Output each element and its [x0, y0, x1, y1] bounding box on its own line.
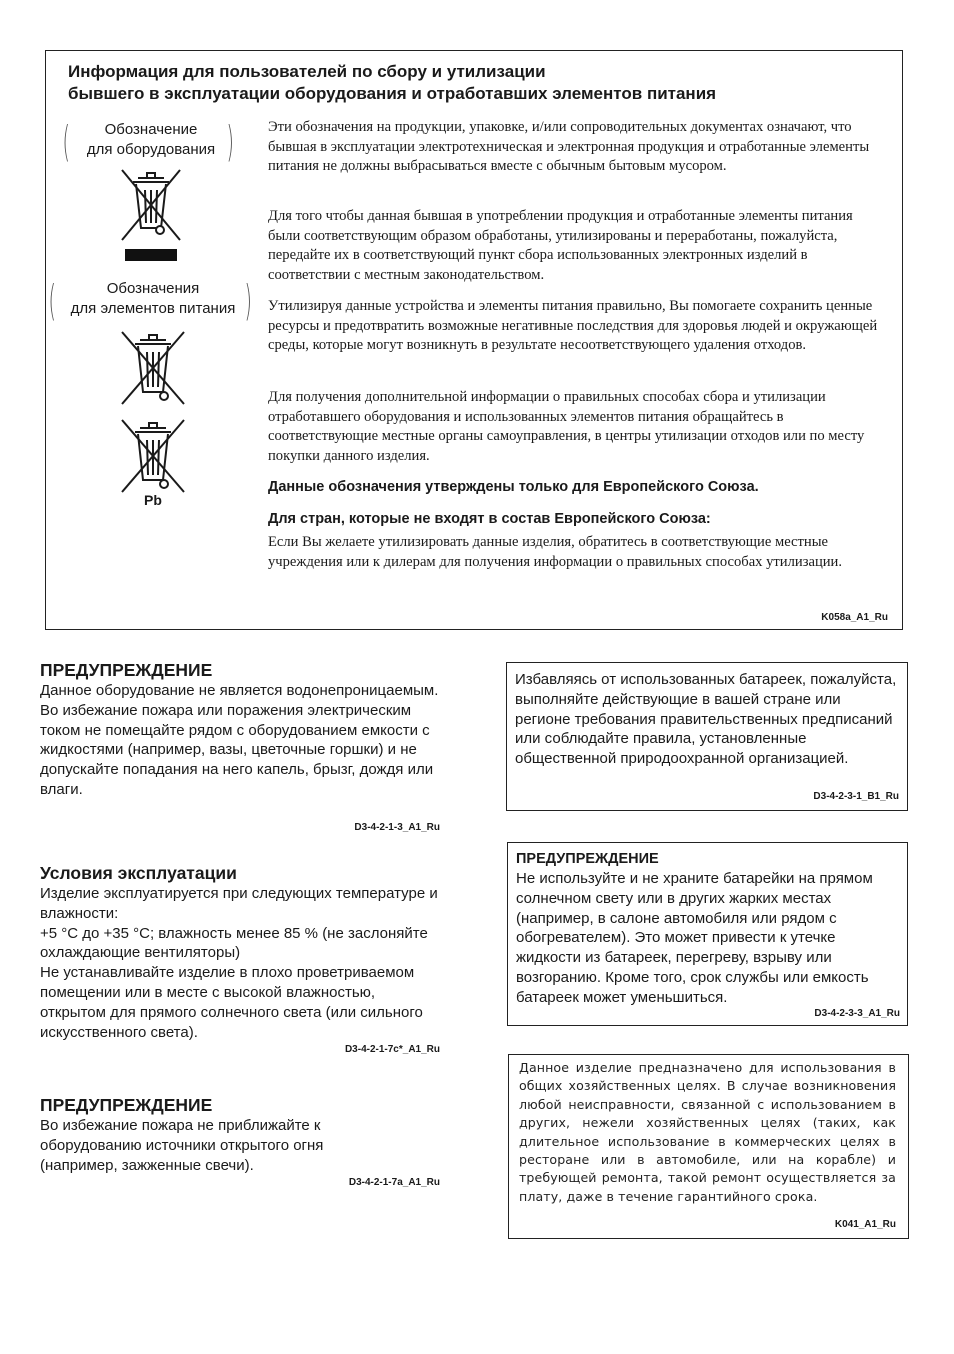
weee-paragraph-4: Для получения дополнительной информации о правильных способах сбора и утилизации отработавшего оборудования и использованных элементов питания обращайтесь в соответствующие местные органы самоуправления, в центры утилизации отходов или по месту покупки данного изделия.: [268, 389, 865, 464]
crossed-bin-with-bar-icon: [118, 168, 184, 264]
pb-label: Pb: [144, 492, 162, 508]
household-use-text: Данное изделие предназначено для использования в общих хозяйственных целях. В случае возникновения любой неисправности, связанной с использованием в других, нежели хозяйственных целях (таких, как длительное использование в коммерческих целях в ресторане или в автомобиле, или на корабле) и требующей ремонта, такой ремонт осуществляется за плату, даже в течение гарантийного срока.: [519, 1060, 896, 1204]
crossed-bin-battery-icon: [118, 330, 188, 408]
battery-warning-text: Не используйте и не храните батарейки на прямом солнечном свету или в других жарких местах (например, в салоне автомобиля или рядом с обогревателем). Это может привести к утечке жидкости из батареек, перегреву, взрыву или возгоранию. Кроме того, срок службы или емкость батареек может уменьшиться.: [516, 870, 873, 1006]
left-paren-decoration: (: [62, 117, 70, 166]
weee-code: K058a_A1_Ru: [821, 612, 888, 623]
weee-title-line1: Информация для пользователей по сбору и утилизации: [68, 62, 546, 81]
battery-disposal-box: [506, 662, 908, 811]
household-use-box: [508, 1054, 909, 1239]
equipment-caption-line2: для оборудования: [86, 141, 216, 158]
warning-code-1: D3-4-2-1-3_A1_Ru: [354, 822, 440, 833]
right-paren-decoration: ): [244, 276, 252, 325]
warning-text-2: Во избежание пожара не приближайте к оборудованию источники открытого огня (например, зажженные свечи).: [40, 1117, 324, 1174]
left-paren-decoration: (: [48, 276, 56, 325]
weee-title: [68, 61, 888, 105]
battery-symbol-caption: [48, 276, 256, 325]
warning-code-2: D3-4-2-1-7a_A1_Ru: [348, 1177, 440, 1188]
equipment-caption-line1: Обозначение: [104, 121, 198, 138]
eu-note: Данные обозначения утверждены только для Европейского Союза.: [268, 479, 759, 495]
warning-heading-2: ПРЕДУПРЕЖДЕНИЕ: [40, 1095, 213, 1115]
weee-title-line2: бывшего в эксплуатации оборудования и отработавших элементов питания: [68, 84, 717, 103]
battery-disposal-text: Избавляясь от использованных батареек, пожалуйста, выполняйте действующие в вашей стране или регионе требования правительственных предписаний или соблюдайте правила, установленные общественной природоохранной организацией.: [515, 671, 897, 768]
battery-warning-box: [507, 842, 908, 1026]
weee-paragraph-1: Эти обозначения на продукции, упаковке, и/или сопроводительных документах означают, что бывшая в эксплуатации электротехническая и электронная продукция и отработанные элементы питания не должны выбрасываться вместе с обычным бытовым мусором.: [268, 119, 870, 175]
conditions-heading: Условия эксплуатации: [40, 863, 237, 883]
non-eu-heading: Для стран, которые не входят в состав Европейского Союза:: [268, 511, 711, 527]
weee-paragraph-2: Для того чтобы данная бывшая в употреблении продукция и отработанные элементы питания были соответствующим образом обработаны, утилизированы и переработаны, пожалуйста, передайте их в соответствующий пункт сбора использованных электронных изделий в соответствии с местным законодательством.: [268, 208, 853, 283]
weee-paragraph-3: Утилизируя данные устройства и элементы питания правильно, Вы помогаете сохранить ценные ресурсы и предотвратить возможные негативные последствия для здоровья людей и окружающей среды, которые могут возникнуть в результате несоответствующего удаления отходов.: [268, 298, 878, 354]
conditions-code: D3-4-2-1-7c*_A1_Ru: [344, 1044, 440, 1055]
equipment-symbol-caption: [62, 117, 240, 166]
warning-text-1: Данное оборудование не является водонепроницаемым. Во избежание пожара или поражения электрическим током не помещайте рядом с оборудованием емкости с жидкостями (например, вазы, цветочные горшки) и не допускайте попадания на него капель, брызг, дождя или влаги.: [40, 682, 439, 798]
battery-warning-code: D3-4-2-3-3_A1_Ru: [814, 1008, 900, 1019]
conditions-text: Изделие эксплуатируется при следующих температуре и влажности: +5 °C до +35 °C; влажность менее 85 % (не заслоняйте охлаждающие вентиляторы) Не устанавливайте изделие в плохо проветриваемом помещении или в месте с высокой влажностью, открытом для прямого солнечного света (или сильного искусственного света).: [40, 885, 438, 1041]
battery-warning-heading: ПРЕДУПРЕЖДЕНИЕ: [516, 851, 659, 867]
battery-caption-line1: Обозначения: [106, 280, 200, 297]
crossed-bin-pb-icon: [118, 418, 188, 496]
battery-disposal-code: D3-4-2-3-1_B1_Ru: [813, 791, 899, 802]
battery-caption-line2: для элементов питания: [70, 300, 236, 317]
non-eu-text: Если Вы желаете утилизировать данные изделия, обратитесь в соответствующие местные учреждения или к дилерам для получения информации о правильных способах утилизации.: [268, 534, 843, 570]
household-use-code: K041_A1_Ru: [834, 1219, 896, 1230]
right-paren-decoration: ): [226, 117, 234, 166]
warning-heading-1: ПРЕДУПРЕЖДЕНИЕ: [40, 660, 213, 680]
